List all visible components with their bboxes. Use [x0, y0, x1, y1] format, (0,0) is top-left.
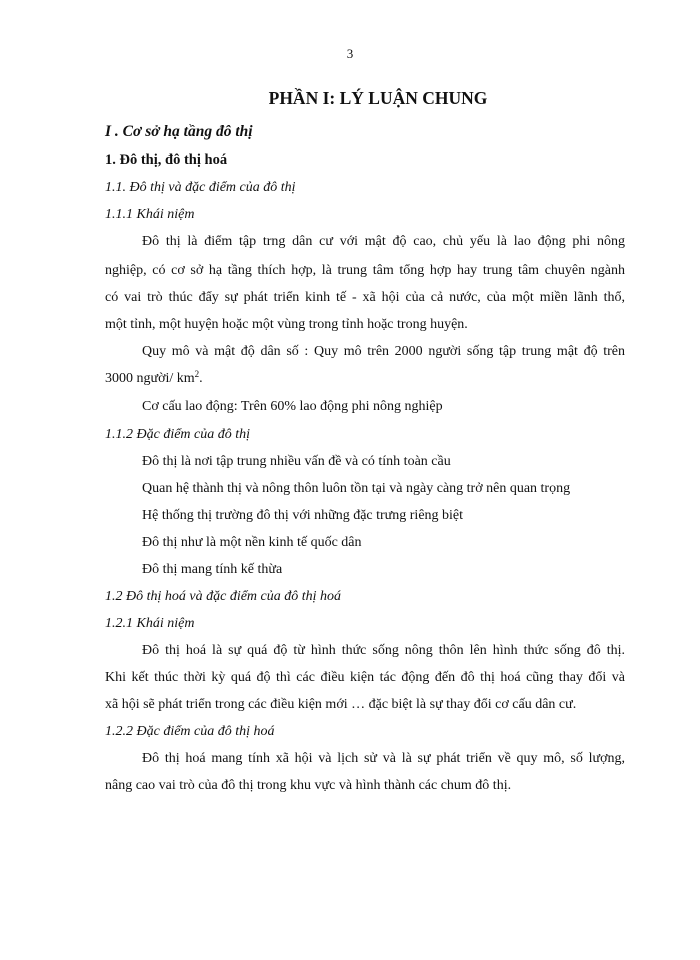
urbanization-line: Khi kết thúc thời kỳ quá độ thì các điều kiện tác động đến đô thị hoá cũng thay đổi và [105, 670, 625, 685]
heading-1-2-2: 1.2.2 Đặc điểm của đô thị hoá [105, 724, 275, 739]
heading-1-2: 1.2 Đô thị hoá và đặc điểm của đô thị hoá [105, 589, 342, 604]
concept-line: có vai trò thúc đẩy sự phát triển kinh tế - xã hội của cả nước, của một miền lãnh thổ, [105, 290, 625, 305]
concept-line: nghiệp, có cơ sở hạ tầng thích hợp, là trung tâm tổng hợp hay trung tâm chuyên ngành [105, 263, 625, 278]
urbanization-line: xã hội sẽ phát triển trong các điều kiện mới … đặc biệt là sự thay đổi cơ cấu dân cư. [105, 697, 577, 712]
feature-item: Đô thị như là một nền kinh tế quốc dân [142, 535, 362, 550]
feature-item: Quan hệ thành thị và nông thôn luôn tồn tại và ngày càng trở nên quan trọng [142, 481, 571, 496]
part-title: PHẦN I: LÝ LUẬN CHUNG [268, 88, 488, 108]
scale-line: Quy mô và mật độ dân số : Quy mô trên 2000 người sống tập trung mật độ trên [142, 344, 625, 359]
heading-1-1-1: 1.1.1 Khái niệm [105, 207, 195, 222]
section-heading: I . Cơ sở hạ tầng đô thị [105, 123, 253, 140]
concept-line: một tỉnh, một huyện hoặc một vùng trong tỉnh hoặc trong huyện. [105, 317, 468, 332]
heading-1-2-1: 1.2.1 Khái niệm [105, 616, 195, 631]
heading-1-1-2: 1.1.2 Đặc điểm của đô thị [105, 427, 251, 442]
page-number: 3 [346, 46, 354, 61]
feature-item: Hệ thống thị trường đô thị với những đặc trưng riêng biệt [142, 508, 464, 523]
urban-feature-line: nâng cao vai trò của đô thị trong khu vực và hình thành các chum đô thị. [105, 778, 512, 793]
feature-item: Đô thị mang tính kế thừa [142, 562, 283, 577]
superscript: 2 [194, 369, 200, 379]
concept-line: Đô thị là điểm tập trng dân cư với mật độ cao, chủ yếu là lao động phi nông [142, 234, 625, 249]
feature-item: Đô thị là nơi tập trung nhiều vấn đề và có tính toàn cầu [142, 454, 451, 469]
labor-line: Cơ cấu lao động: Trên 60% lao động phi nông nghiệp [142, 399, 443, 414]
urban-feature-line: Đô thị hoá mang tính xã hội và lịch sử và là sự phát triển về quy mô, số lượng, [142, 751, 625, 766]
urbanization-line: Đô thị hoá là sự quá độ từ hình thức sống nông thôn lên hình thức sống đô thị. [142, 643, 625, 658]
scale-line-2: 3000 người/ $km^2$. [105, 369, 203, 386]
heading-1-1: 1.1. Đô thị và đặc điểm của đô thị [105, 180, 296, 195]
subsection-heading: 1. Đô thị, đô thị hoá [105, 152, 228, 168]
